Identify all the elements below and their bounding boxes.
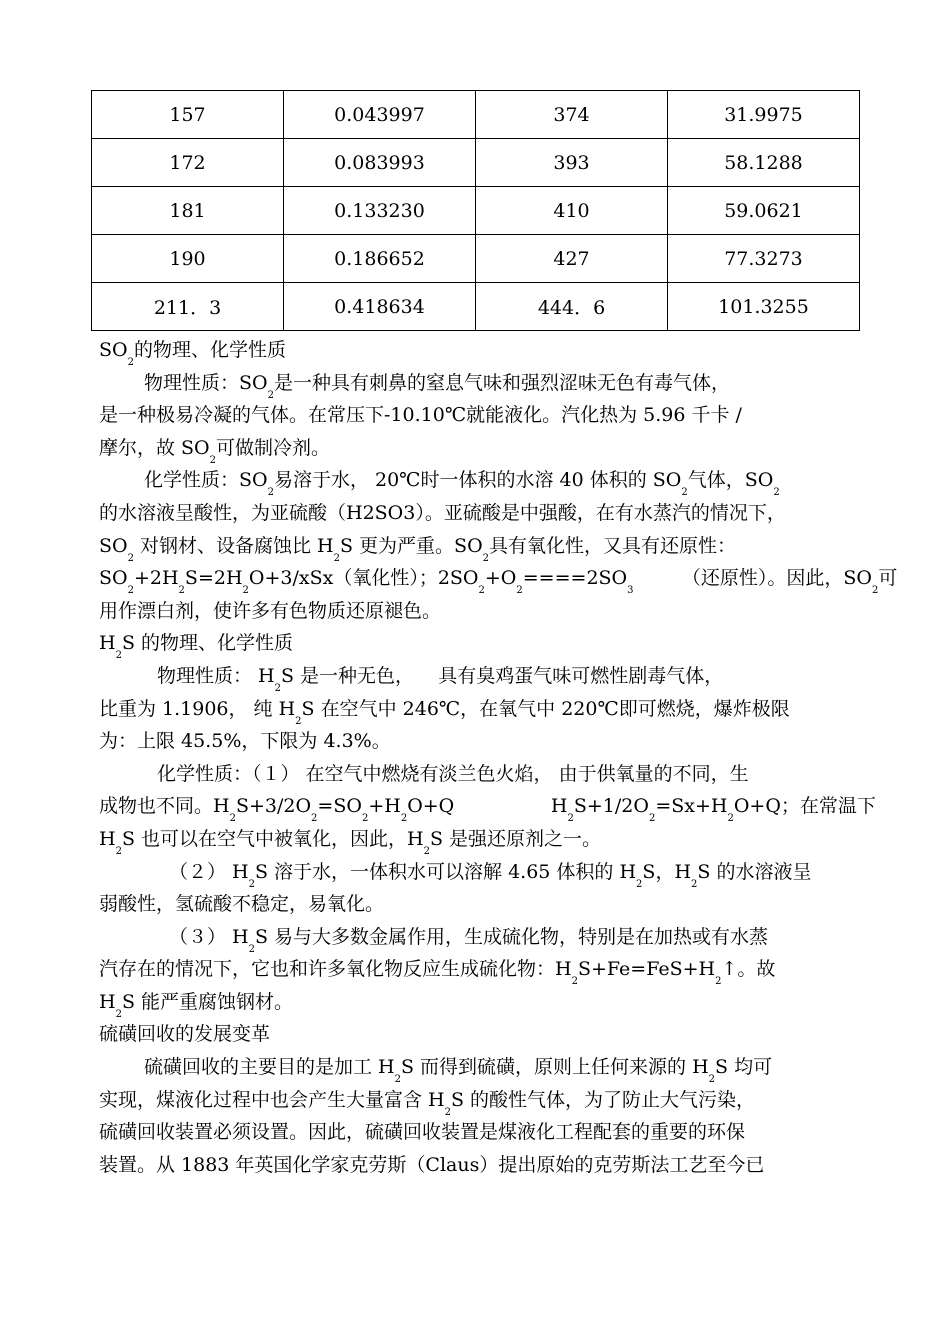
table-cell: 181 (92, 187, 284, 235)
recovery-line: 硫磺回收装置必须设置。因此，硫磺回收装置是煤液化工程配套的重要的环保 (99, 1121, 746, 1144)
so2-physical-line: 摩尔，故 $SO_2$可做制冷剂。 (99, 436, 331, 466)
h2s-item3-line: $H_2S$ 能严重腐蚀钢材。 (99, 990, 294, 1020)
h2s-item3-line: （３） $H_2S$ 易与大多数金属作用，生成硫化物，特别是在加热或有水蒸 (169, 925, 769, 955)
so2-physical-line: 物理性质：$SO_2$是一种具有刺鼻的窒息气味和强烈涩味无色有毒气体， (144, 371, 730, 401)
table-row (92, 91, 860, 139)
table-row (92, 283, 860, 331)
so2-heading: $SO_2$的物理、化学性质 (99, 339, 286, 368)
h2s-physical-line: 物理性质： $H_2S$ 是一种无色， 具有臭鸡蛋气味可燃性剧毒气体， (157, 664, 724, 694)
recovery-line: 实现，煤液化过程中也会产生大量富含 $H_2S$ 的酸性气体，为了防止大气污染， (99, 1088, 756, 1118)
h2s-physical-line: 比重为 1.1906， 纯 $H_2S$ 在空气中 246℃，在氧气中 220℃即可燃烧，爆炸极限 (99, 697, 790, 727)
table-row (92, 139, 860, 187)
h2s-heading: $H_2S$ 的物理、化学性质 (99, 632, 294, 662)
h2s-physical-line: 为：上限 45.5%，下限为 4.3%。 (99, 730, 391, 753)
table-cell: 444．6 (476, 283, 668, 331)
table-cell: 0.083993 (284, 139, 476, 187)
h2s-item2-line: 弱酸性，氢硫酸不稳定，易氧化。 (99, 893, 385, 916)
table-cell: 31.9975 (668, 91, 860, 139)
recovery-heading: 硫磺回收的发展变革 (99, 1023, 271, 1046)
so2-chemical-line: 用作漂白剂，使许多有色物质还原褪色。 (99, 599, 442, 622)
so2-chemical-line: $SO_2$ 对钢材、设备腐蚀比 $H_2S$ 更为严重。$SO_2$具有氧化性，又具有还原性： (99, 534, 737, 564)
table-row (92, 235, 860, 283)
table-cell: 0.418634 (284, 283, 476, 331)
table-cell: 211．3 (92, 283, 284, 331)
table-cell: 58.1288 (668, 139, 860, 187)
h2s-chemical-line: $H_2S$ 也可以在空气中被氧化，因此，$H_2S$ 是强还原剂之一。 (99, 827, 602, 857)
table-cell: 59.0621 (668, 187, 860, 235)
body-text (99, 334, 898, 1181)
table-cell: 190 (92, 235, 284, 283)
recovery-line: 硫磺回收的主要目的是加工 $H_2S$ 而得到硫磺，原则上任何来源的 $H_2S$ 均可 (144, 1056, 773, 1086)
h2s-chemical-line: 化学性质：（１） 在空气中燃烧有淡兰色火焰， 由于供氧量的不同，生 (157, 762, 749, 785)
table-cell: 172 (92, 139, 284, 187)
h2s-chemical-line: 成物也不同。$H_2S+3/2O_2=SO_2+H_2O+Q$ $H_2S+1/2O_2=Sx+H_2O+Q$；在常温下 (99, 795, 876, 825)
table-cell: 77.3273 (668, 235, 860, 283)
table-cell: 393 (476, 139, 668, 187)
table-cell: 374 (476, 91, 668, 139)
h2s-item3-line: 汽存在的情况下，它也和许多氧化物反应生成硫化物：$H_2S+Fe=FeS+H_2↑$。故 (99, 958, 776, 988)
data-table (91, 90, 860, 331)
so2-physical-line: 是一种极易冷凝的气体。在常压下-10.10℃就能液化。汽化热为 5.96 千卡 / (99, 404, 742, 427)
table-cell: 0.043997 (284, 91, 476, 139)
table-cell: 427 (476, 235, 668, 283)
table-cell: 410 (476, 187, 668, 235)
table-cell: 0.186652 (284, 235, 476, 283)
table-cell: 0.133230 (284, 187, 476, 235)
h2s-item2-line: （２） $H_2S$ 溶于水，一体积水可以溶解 4.65 体积的 $H_2S$，$H_2S$ 的水溶液呈 (169, 860, 812, 890)
table-cell: 101.3255 (668, 283, 860, 331)
table-row (92, 187, 860, 235)
so2-chemical-line: 化学性质：$SO_2$易溶于水， 20℃时一体积的水溶 40 体积的 $SO_2$气体，$SO_2$ (144, 469, 780, 499)
so2-chemical-line: 的水溶液呈酸性，为亚硫酸（H2SO3）。亚硫酸是中强酸，在有水蒸汽的情况下， (99, 501, 786, 524)
so2-chemical-line: $SO_2+2H_2S=2H_2O+3/xSx$（氧化性）；$2SO_2+O_2====2SO_3$ （还原性）。因此，$SO_2$可 (99, 567, 898, 597)
recovery-line: 装置。从 1883 年英国化学家克劳斯（Claus）提出原始的克劳斯法工艺至今已 (99, 1153, 765, 1176)
table-cell: 157 (92, 91, 284, 139)
